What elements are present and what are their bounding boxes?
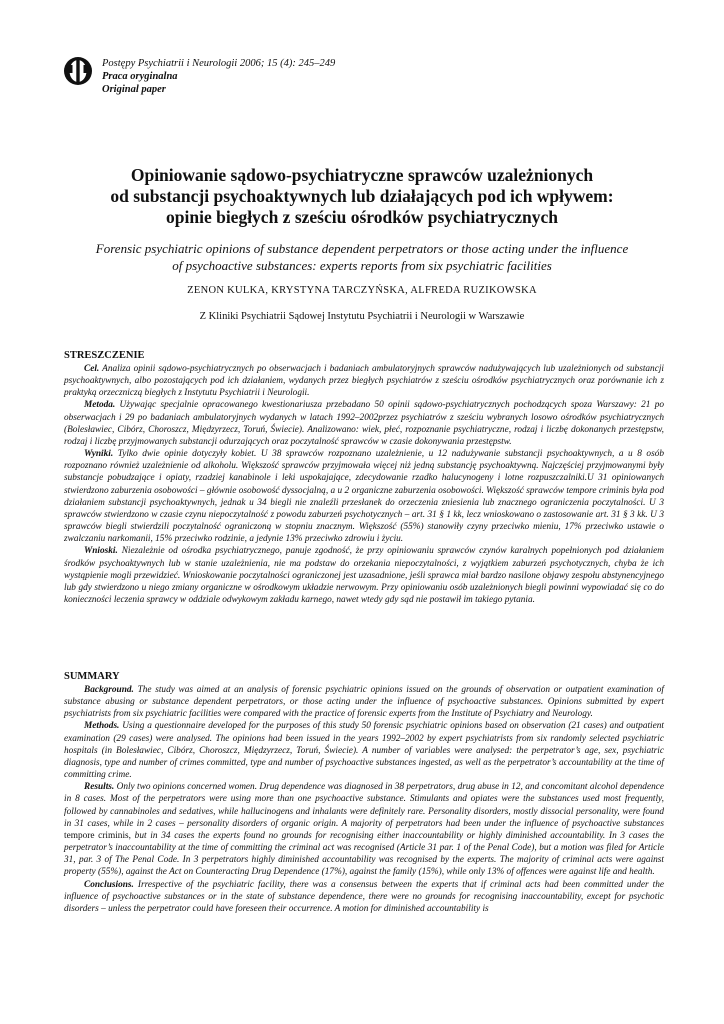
paragraph-label: Cel. [84, 364, 100, 374]
article-type-en: Original paper [102, 84, 166, 95]
paragraph-label: Results. [84, 782, 115, 793]
english-title-line: of psychoactive substances: experts reports from six psychiatric facilities [172, 258, 552, 273]
abstract-paragraph [64, 879, 664, 915]
paragraph-text: Only two opinions concerned women. Drug dependence was diagnosed in 38 perpetrators, drug abuse in 12, and concomitant alcohol dependence in 8 cases. Most of the perpetrators were using more than one psychoactive substance. Stimulants and opiates were the substances used most frequently, followed by cannabinoles and sedatives, while hallucinogens and inhalants were definitely rare. Personality disorders, mostly dissocial personality, were found in 31 cases, while in 2 cases – personality disorders of organic origin. A majority of perpetrators had been under the influence of psychoactive substances [64, 782, 664, 829]
affiliation: Z Kliniki Psychiatrii Sądowej Instytutu Psychiatrii i Neurologii w Warszawie [199, 311, 525, 322]
paragraph-text: Using a questionnaire developed for the purposes of this study 50 forensic psychiatric opinions based on observation (21 cases) and outpatient examination (29 cases) were analysed. The opinions had been issued in the years 1992–2002 by expert psychiatrists from six randomly selected psychiatric hospitals (in Bolesławiec, Cibórz, Choroszcz, Międzyrzecz, Toruń, Świecie). A number of variables were analysed: the perpetrator’s age, sex, psychiatric diagnosis, type and number of crimes committed, type and number of psychoactive substances ingested, as well as the perpetrator’s accountability at the time of committing crime. [64, 721, 664, 781]
streszczenie-heading: STRESZCZENIE [64, 350, 145, 361]
summary-heading: SUMMARY [64, 671, 120, 682]
authors: ZENON KULKA, KRYSTYNA TARCZYŃSKA, ALFREDA RUZIKOWSKA [187, 285, 537, 296]
english-title [50, 240, 674, 274]
paragraph-text: Irrespective of the psychiatric facility, there was a consensus between the experts that if criminal acts had been committed under the influence of psychoactive substances or in the state of substance dependence, there were no grounds for recognising inaccountability, except for psychotic disorders – unless the perpetrator could have foreseen their occurrence. A motion for diminished accountability is [64, 879, 664, 914]
abstract-paragraph [64, 545, 664, 606]
article-type-pl: Praca oryginalna [102, 71, 178, 82]
journal-header [102, 57, 335, 96]
paragraph-text: The study was aimed at an analysis of forensic psychiatric opinions issued on the grounds of observation or outpatient examination of substance abusing or substance dependent perpetrators, or those acting under the influence of psychoactive substances. Opinions submitted by expert psychiatrists from six psychiatric facilities were compared with the practice of forensic experts from the Institute of Psychiatry and Neurology. [64, 685, 664, 720]
abstract-paragraph [64, 399, 664, 448]
paragraph-text: Niezależnie od ośrodka psychiatrycznego, panuje zgodność, że przy opiniowaniu sprawców czynów karalnych popełnionych pod działaniem środków psychoaktywnych lub w stanie uzależnienia, nie ma podstaw do orzekania niepoczytalności, z wyjątkiem zaburzeń psychotycznych, chyba że ich wystąpienie mogli przewidzieć. Wnioskowanie poczytalności ograniczonej jest uzasadnione, jeśli sprawca miał bardzo nasilone objawy zespołu abstynencyjnego lub gdy stwierdzono u niego zmiany organiczne w ośrodkowym układzie nerwowym. Przy opiniowaniu osób uzależnionych biegli powinni wypowiadać się co do konieczności leczenia sprawcy w oddziale odwykowym zakładu karnego, nawet wtedy gdy sąd nie postawił im takiego pytania. [64, 546, 664, 605]
title-line: opinie biegłych z sześciu ośrodków psychiatrycznych [166, 207, 558, 227]
title-line: od substancji psychoaktywnych lub działających pod ich wpływem: [110, 186, 614, 206]
abstract-paragraph [64, 363, 664, 399]
paragraph-text: but in 34 cases the experts found no grounds for recognising either inaccountability or highly diminished accountability. In 3 cases the perpetrator’s inaccountability at the time of committing the criminal act was recognised (Article 31 par. 1 of the Penal Code), but a motion was filed for Article 31, par. 3 of The Penal Code. In 3 perpetrators highly diminished accountability was recognised by the experts. The majority of criminal acts were against property (55%), against the Act on Counteracting Drug Dependence (17%), against the family (15%), while only 13% of offences were against life and health. [64, 830, 664, 878]
page-title [40, 165, 684, 228]
paragraph-label: Conclusions. [84, 879, 134, 890]
journal-logo-icon [63, 56, 93, 86]
title-line: Opiniowanie sądowo-psychiatryczne sprawców uzależnionych [130, 165, 594, 185]
summary-body [64, 684, 664, 915]
paragraph-text: Używając specjalnie opracowanego kwestionariusza przebadano 50 opinii sądowo-psychiatrycznych pochodzących spoza Warszawy: 21 po obserwacjach i 29 po badaniach ambulatoryjnych wydanych w latach 1992–2002przez psychiatrów z sześciu wybranych losowo ośrodków psychiatrycznych (Bolesławiec, Cibórz, Choroszcz, Międzyrzecz, Toruń, Świecie). Analizowano: wiek, płeć, rozpoznanie psychiatryczne, rodzaj i liczbę dokonanych przestępstw, rodzaj i liczbę przyjmowanych substancji odurzających oraz poczytalność sprawców w czasie dokonywania przestępstw. [64, 400, 664, 447]
journal-citation: Postępy Psychiatrii i Neurologii 2006; 15 (4): 245–249 [102, 58, 336, 69]
paragraph-label: Metoda. [84, 400, 116, 411]
paragraph-label: Wyniki. [84, 449, 114, 460]
paragraph-text: Tylko dwie opinie dotyczyły kobiet. U 38 sprawców rozpoznano uzależnienie, u 12 nadużywanie substancji psychoaktywnych, a u 8 osób rozpoznano również uzależnienie od alkoholu. Większość sprawców przyjmowała więcej niż jedną substancję psychoaktywną. Najczęściej przyjmowanymi były substancje pobudzające i opiaty, rzadziej kanabinole i leki uspokajające, zdecydowanie rzadko halucynogeny i lotne rozpuszczalniki.U 31 opiniowanych stwierdzono zaburzenia osobowości – głównie osobowość dyssocjalną, a u 2 organiczne zaburzenia osobowości. Większość sprawców tempore criminis była pod działaniem substancji psychoaktywnych, jednak u 34 biegli nie znaleźli przesłanek do orzeczenia zniesienia lub znacznego ograniczenia poczytalności. U 3 sprawców stwierdzono w czasie czynu niepoczytalność z powodu zaburzeń psychotycznych – art. 31 § 1 kk, lecz wnioskowano o zastosowanie art. 31 § 3 kk. U 3 sprawców biegli stwierdzili poczytalność ograniczoną w stopniu znacznym. Większość (55%) stanowiły czyny przeciwko mieniu, 17% przeciwko ustawie o zwalczaniu narkomanii, 15% przeciwko rodzinie, a jedynie 13% przeciwko zdrowiu i życiu. [64, 449, 664, 545]
abstract-paragraph [64, 781, 664, 878]
streszczenie-body [64, 363, 664, 606]
abstract-paragraph [64, 684, 664, 720]
paragraph-label: Background. [84, 685, 134, 695]
latin-term: tempore criminis, [64, 830, 131, 841]
paragraph-label: Methods. [84, 721, 120, 732]
paragraph-text: Analiza opinii sądowo-psychiatrycznych po obserwacjach i badaniach ambulatoryjnych sprawców nadużywających lub uzależnionych od substancji psychoaktywnych, albo pozostających pod ich działaniem, wydanych przez biegłych psychiatrów z sześciu ośrodków psychiatrycznych oraz porównanie ich z praktyką orzeczniczą biegłych z Instytutu Psychiatrii i Neurologii. [64, 364, 664, 399]
paragraph-label: Wnioski. [84, 546, 118, 557]
english-title-line: Forensic psychiatric opinions of substance dependent perpetrators or those acting under the influence [95, 241, 629, 256]
abstract-paragraph [64, 448, 664, 545]
abstract-paragraph [64, 720, 664, 781]
